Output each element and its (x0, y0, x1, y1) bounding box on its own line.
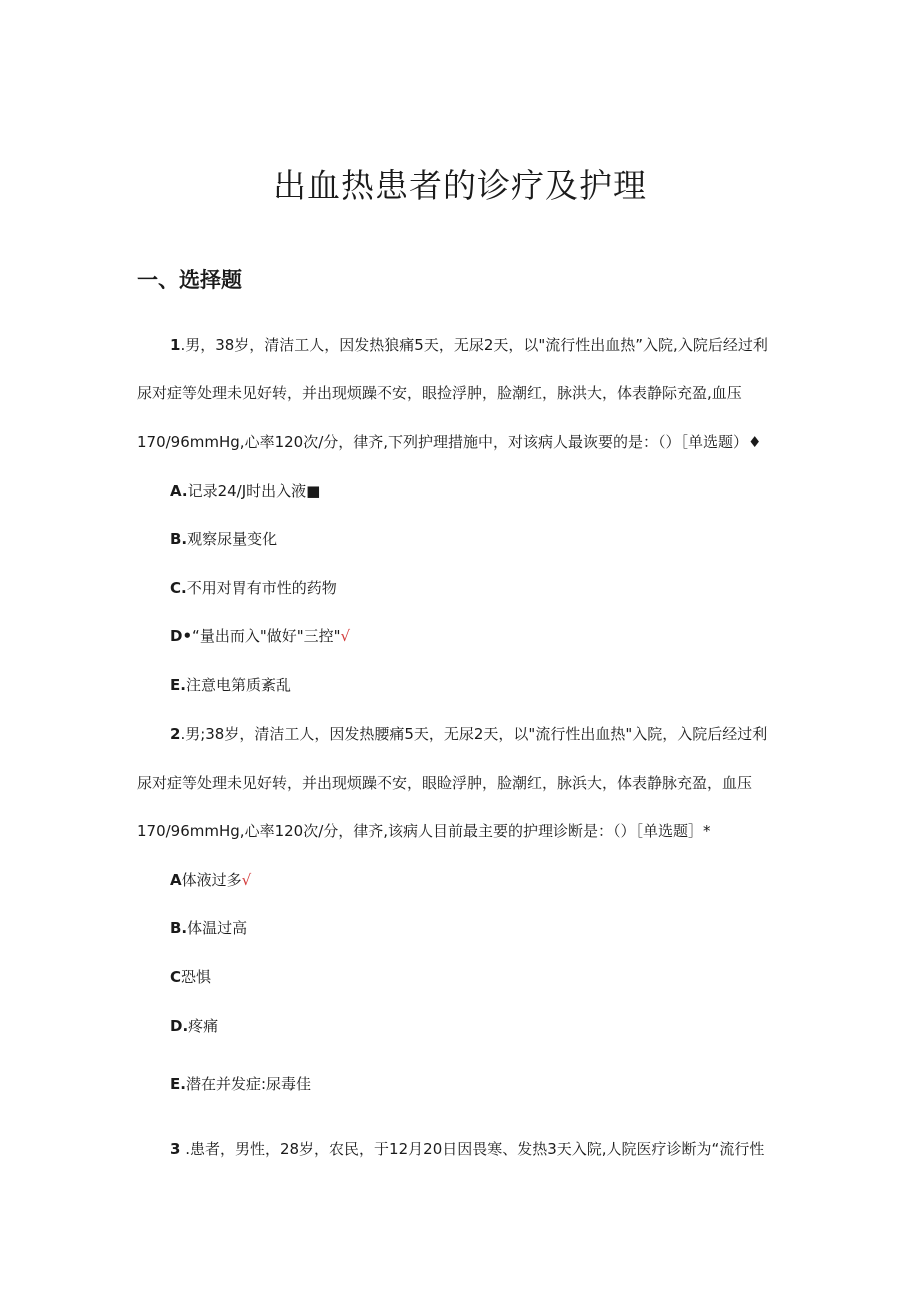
question-3-text-1: .患者，男性，28岁，农民，于12月20日因畏寒、发热3天入院,人院医疗诊断为“流行性 (180, 1140, 765, 1158)
section-heading: 一、选择题 (137, 268, 242, 292)
question-1-line-3: 170/96mmHg,心率120次/分，律齐,下列护理措施中，对该病人最诙要的是：（）［单选题）♦ (137, 433, 762, 451)
question-1-option-e[interactable] (170, 674, 291, 696)
question-1-option-a[interactable] (170, 480, 320, 502)
question-1-line-1 (170, 334, 790, 356)
option-text: 不用对胃有市性的药物 (186, 579, 337, 597)
question-2-line-1 (170, 723, 790, 745)
question-1-option-d[interactable] (170, 625, 350, 647)
correct-mark: √ (241, 871, 252, 889)
option-text: 恐惧 (181, 968, 212, 986)
question-3-number: 3 (170, 1140, 181, 1158)
option-text: 潜在并发症:尿毒佳 (185, 1075, 312, 1093)
option-letter: C (170, 968, 182, 986)
option-text: 疼痛 (188, 1017, 219, 1035)
option-text: 体液过多 (181, 871, 242, 889)
correct-mark: √ (340, 627, 351, 645)
question-2-line-3: 170/96mmHg,心率120次/分，律齐,该病人目前最主要的护理诊断是：（）［单选题］* (137, 822, 711, 840)
option-text: 注意电第质紊乱 (185, 676, 291, 694)
option-letter: E. (170, 676, 186, 694)
question-2-text-1: .男;38岁，清洁工人，因发热腰痛5天，无尿2天，以"流行性出血热"入院，入院后经过利 (180, 725, 768, 743)
question-1-line-2: 尿对症等处理未见好转，并出现烦躁不安，眼捡浮肿，脸潮红，脉洪大，体表静际充盈,血压 (137, 384, 742, 402)
question-2-option-e[interactable] (170, 1073, 311, 1095)
question-1-option-b[interactable] (170, 528, 277, 550)
option-letter: C. (170, 579, 187, 597)
option-letter: A (170, 871, 182, 889)
option-letter: E. (170, 1075, 186, 1093)
option-letter: D• (170, 627, 193, 645)
question-1-text-1: .男，38岁，清洁工人，因发热狼痛5天，无尿2天，以"流行性出血热”入院,入院后经过利 (180, 336, 768, 354)
question-2-number: 2 (170, 725, 181, 743)
option-text: 观察尿量变化 (187, 530, 278, 548)
option-text: 体温过高 (187, 919, 248, 937)
option-letter: A. (170, 482, 188, 500)
option-text: “量出而入"做好"三控" (192, 627, 341, 645)
option-letter: B. (170, 919, 188, 937)
option-text: 记录24/J时出入液■ (187, 482, 321, 500)
question-2-option-d[interactable] (170, 1015, 218, 1037)
option-letter: B. (170, 530, 188, 548)
question-2-option-c[interactable] (170, 966, 211, 988)
question-3-line-1 (170, 1138, 790, 1160)
question-1-option-c[interactable] (170, 577, 337, 599)
option-letter: D. (170, 1017, 189, 1035)
question-1-number: 1 (170, 336, 181, 354)
question-2-line-2: 尿对症等处理未见好转，并出现烦躁不安，眼睑浮肿，脸潮红，脉浜大，体表静脉充盈，血压 (137, 774, 753, 792)
page-title: 出血热患者的诊疗及护理 (273, 166, 647, 205)
question-2-option-b[interactable] (170, 917, 247, 939)
question-2-option-a[interactable] (170, 869, 251, 891)
